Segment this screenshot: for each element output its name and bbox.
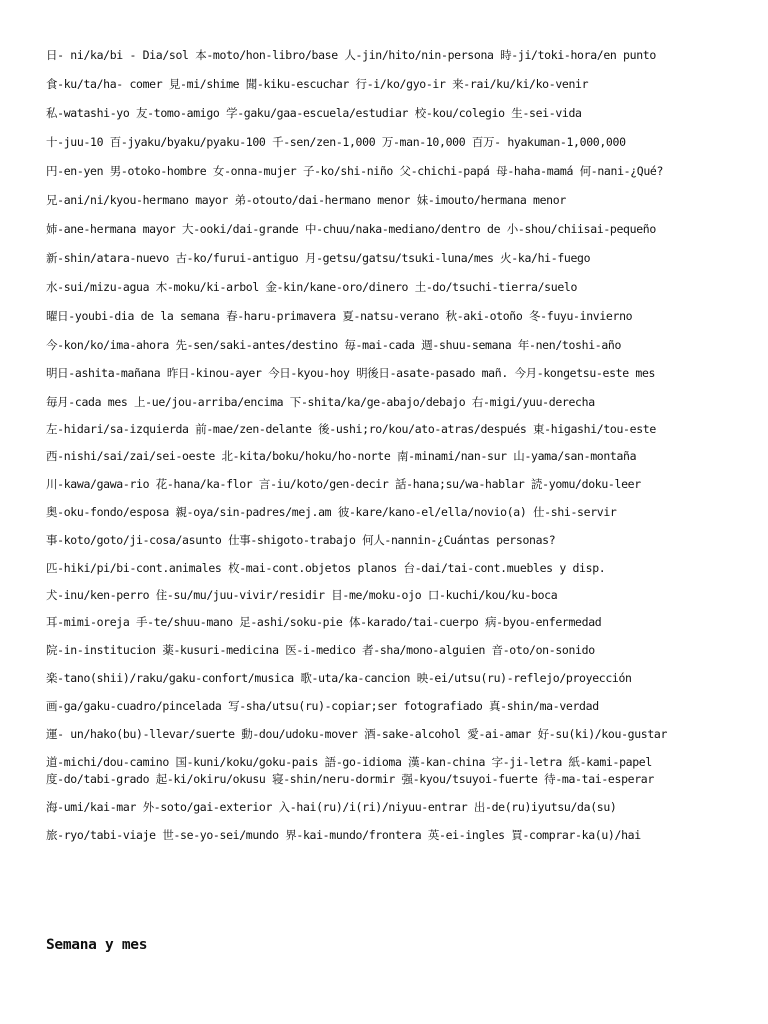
vocab-line-10: 曜日-youbi-dia de la semana 春-haru-primavera 夏-natsu-verano 秋-aki-otoño 冬-fuyu-invierno (46, 309, 633, 323)
vocab-line-9: 水-sui/mizu-agua 木-moku/ki-arbol 金-kin/kane-oro/dinero 土-do/tsuchi-tierra/suelo (46, 280, 578, 294)
vocab-line-4: 十-juu-10 百-jyaku/byaku/pyaku-100 千-sen/zen-1,000 万-man-10,000 百万- hyakuman-1,000,000 (46, 135, 626, 149)
vocab-line-24: 画-ga/gaku-cuadro/pincelada 写-sha/utsu(ru)-copiar;ser fotografiado 真-shin/ma-verdad (46, 699, 599, 713)
vocab-line-22: 院-in-institucion 薬-kusuri-medicina 医-i-medico 者-sha/mono-alguien 音-oto/on-sonido (46, 643, 595, 657)
vocab-line-15: 西-nishi/sai/zai/sei-oeste 北-kita/boku/hoku/ho-norte 南-minami/nan-sur 山-yama/san-montaña (46, 449, 637, 463)
vocab-line-16: 川-kawa/gawa-rio 花-hana/ka-flor 言-iu/koto/gen-decir 話-hana;su/wa-hablar 読-yomu/doku-leer (46, 477, 641, 491)
vocab-line-29: 旅-ryo/tabi-viaje 世-se-yo-sei/mundo 界-kai-mundo/frontera 英-ei-ingles 買-comprar-ka(u)/hai (46, 828, 641, 842)
vocab-line-20: 犬-inu/ken-perro 住-su/mu/juu-vivir/residir 目-me/moku-ojo 口-kuchi/kou/ku-boca (46, 588, 558, 602)
vocab-line-11: 今-kon/ko/ima-ahora 先-sen/saki-antes/destino 毎-mai-cada 週-shuu-semana 年-nen/toshi-año (46, 338, 622, 352)
vocab-line-8: 新-shin/atara-nuevo 古-ko/furui-antiguo 月-getsu/gatsu/tsuki-luna/mes 火-ka/hi-fuego (46, 251, 591, 265)
vocab-line-28: 海-umi/kai-mar 外-soto/gai-exterior 入-hai(ru)/i(ri)/niyuu-entrar 出-de(ru)iyutsu/da(su) (46, 800, 617, 814)
section-heading: Semana y mes (46, 937, 148, 953)
vocab-line-18: 事-koto/goto/ji-cosa/asunto 仕事-shigoto-trabajo 何人-nannin-¿Cuántas personas? (46, 533, 556, 547)
vocab-line-6: 兄-ani/ni/kyou-hermano mayor 弟-otouto/dai-hermano menor 妹-imouto/hermana menor (46, 193, 566, 207)
vocab-line-14: 左-hidari/sa-izquierda 前-mae/zen-delante 後-ushi;ro/kou/ato-atras/después 東-higashi/tou-este (46, 422, 656, 436)
vocab-line-21: 耳-mimi-oreja 手-te/shuu-mano 足-ashi/soku-pie 体-karado/tai-cuerpo 病-byou-enfermedad (46, 615, 602, 629)
vocab-line-12: 明日-ashita-mañana 昨日-kinou-ayer 今日-kyou-hoy 明後日-asate-pasado mañ. 今月-kongetsu-este mes (46, 366, 656, 380)
vocab-line-3: 私-watashi-yo 友-tomo-amigo 学-gaku/gaa-escuela/estudiar 校-kou/colegio 生-sei-vida (46, 106, 582, 120)
vocab-line-27: 度-do/tabi-grado 起-ki/okiru/okusu 寝-shin/neru-dormir 强-kyou/tsuyoi-fuerte 待-ma-tai-esperar (46, 772, 654, 786)
vocab-line-26: 道-michi/dou-camino 国-kuni/koku/goku-pais 語-go-idioma 漢-kan-china 字-ji-letra 紙-kami-papel (46, 755, 652, 769)
vocab-line-23: 楽-tano(shii)/raku/gaku-confort/musica 歌-uta/ka-cancion 映-ei/utsu(ru)-reflejo/proyección (46, 671, 632, 685)
vocab-line-19: 匹-hiki/pi/bi-cont.animales 枚-mai-cont.objetos planos 台-dai/tai-cont.muebles y disp. (46, 561, 606, 575)
vocab-line-13: 毎月-cada mes 上-ue/jou-arriba/encima 下-shita/ka/ge-abajo/debajo 右-migi/yuu-derecha (46, 395, 595, 409)
vocab-line-7: 姉-ane-hermana mayor 大-ooki/dai-grande 中-chuu/naka-mediano/dentro de 小-shou/chiisai-pequeño (46, 222, 656, 236)
vocab-line-5: 円-en-yen 男-otoko-hombre 女-onna-mujer 子-ko/shi-niño 父-chichi-papá 母-haha-mamá 何-nani-¿Qué? (46, 164, 664, 178)
vocab-line-25: 運- un/hako(bu)-llevar/suerte 動-dou/udoku-mover 酒-sake-alcohol 愛-ai-amar 好-su(ki)/kou-gustar (46, 727, 668, 741)
vocab-line-2: 食-ku/ta/ha- comer 見-mi/shime 聞-kiku-escuchar 行-i/ko/gyo-ir 来-rai/ku/ki/ko-venir (46, 77, 589, 91)
vocab-line-17: 奥-oku-fondo/esposa 親-oya/sin-padres/mej.am 彼-kare/kano-el/ella/novio(a) 仕-shi-servir (46, 505, 617, 519)
vocab-line-1: 日- ni/ka/bi - Dia/sol 本-moto/hon-libro/base 人-jin/hito/nin-persona 時-ji/toki-hora/en punto (46, 48, 656, 62)
